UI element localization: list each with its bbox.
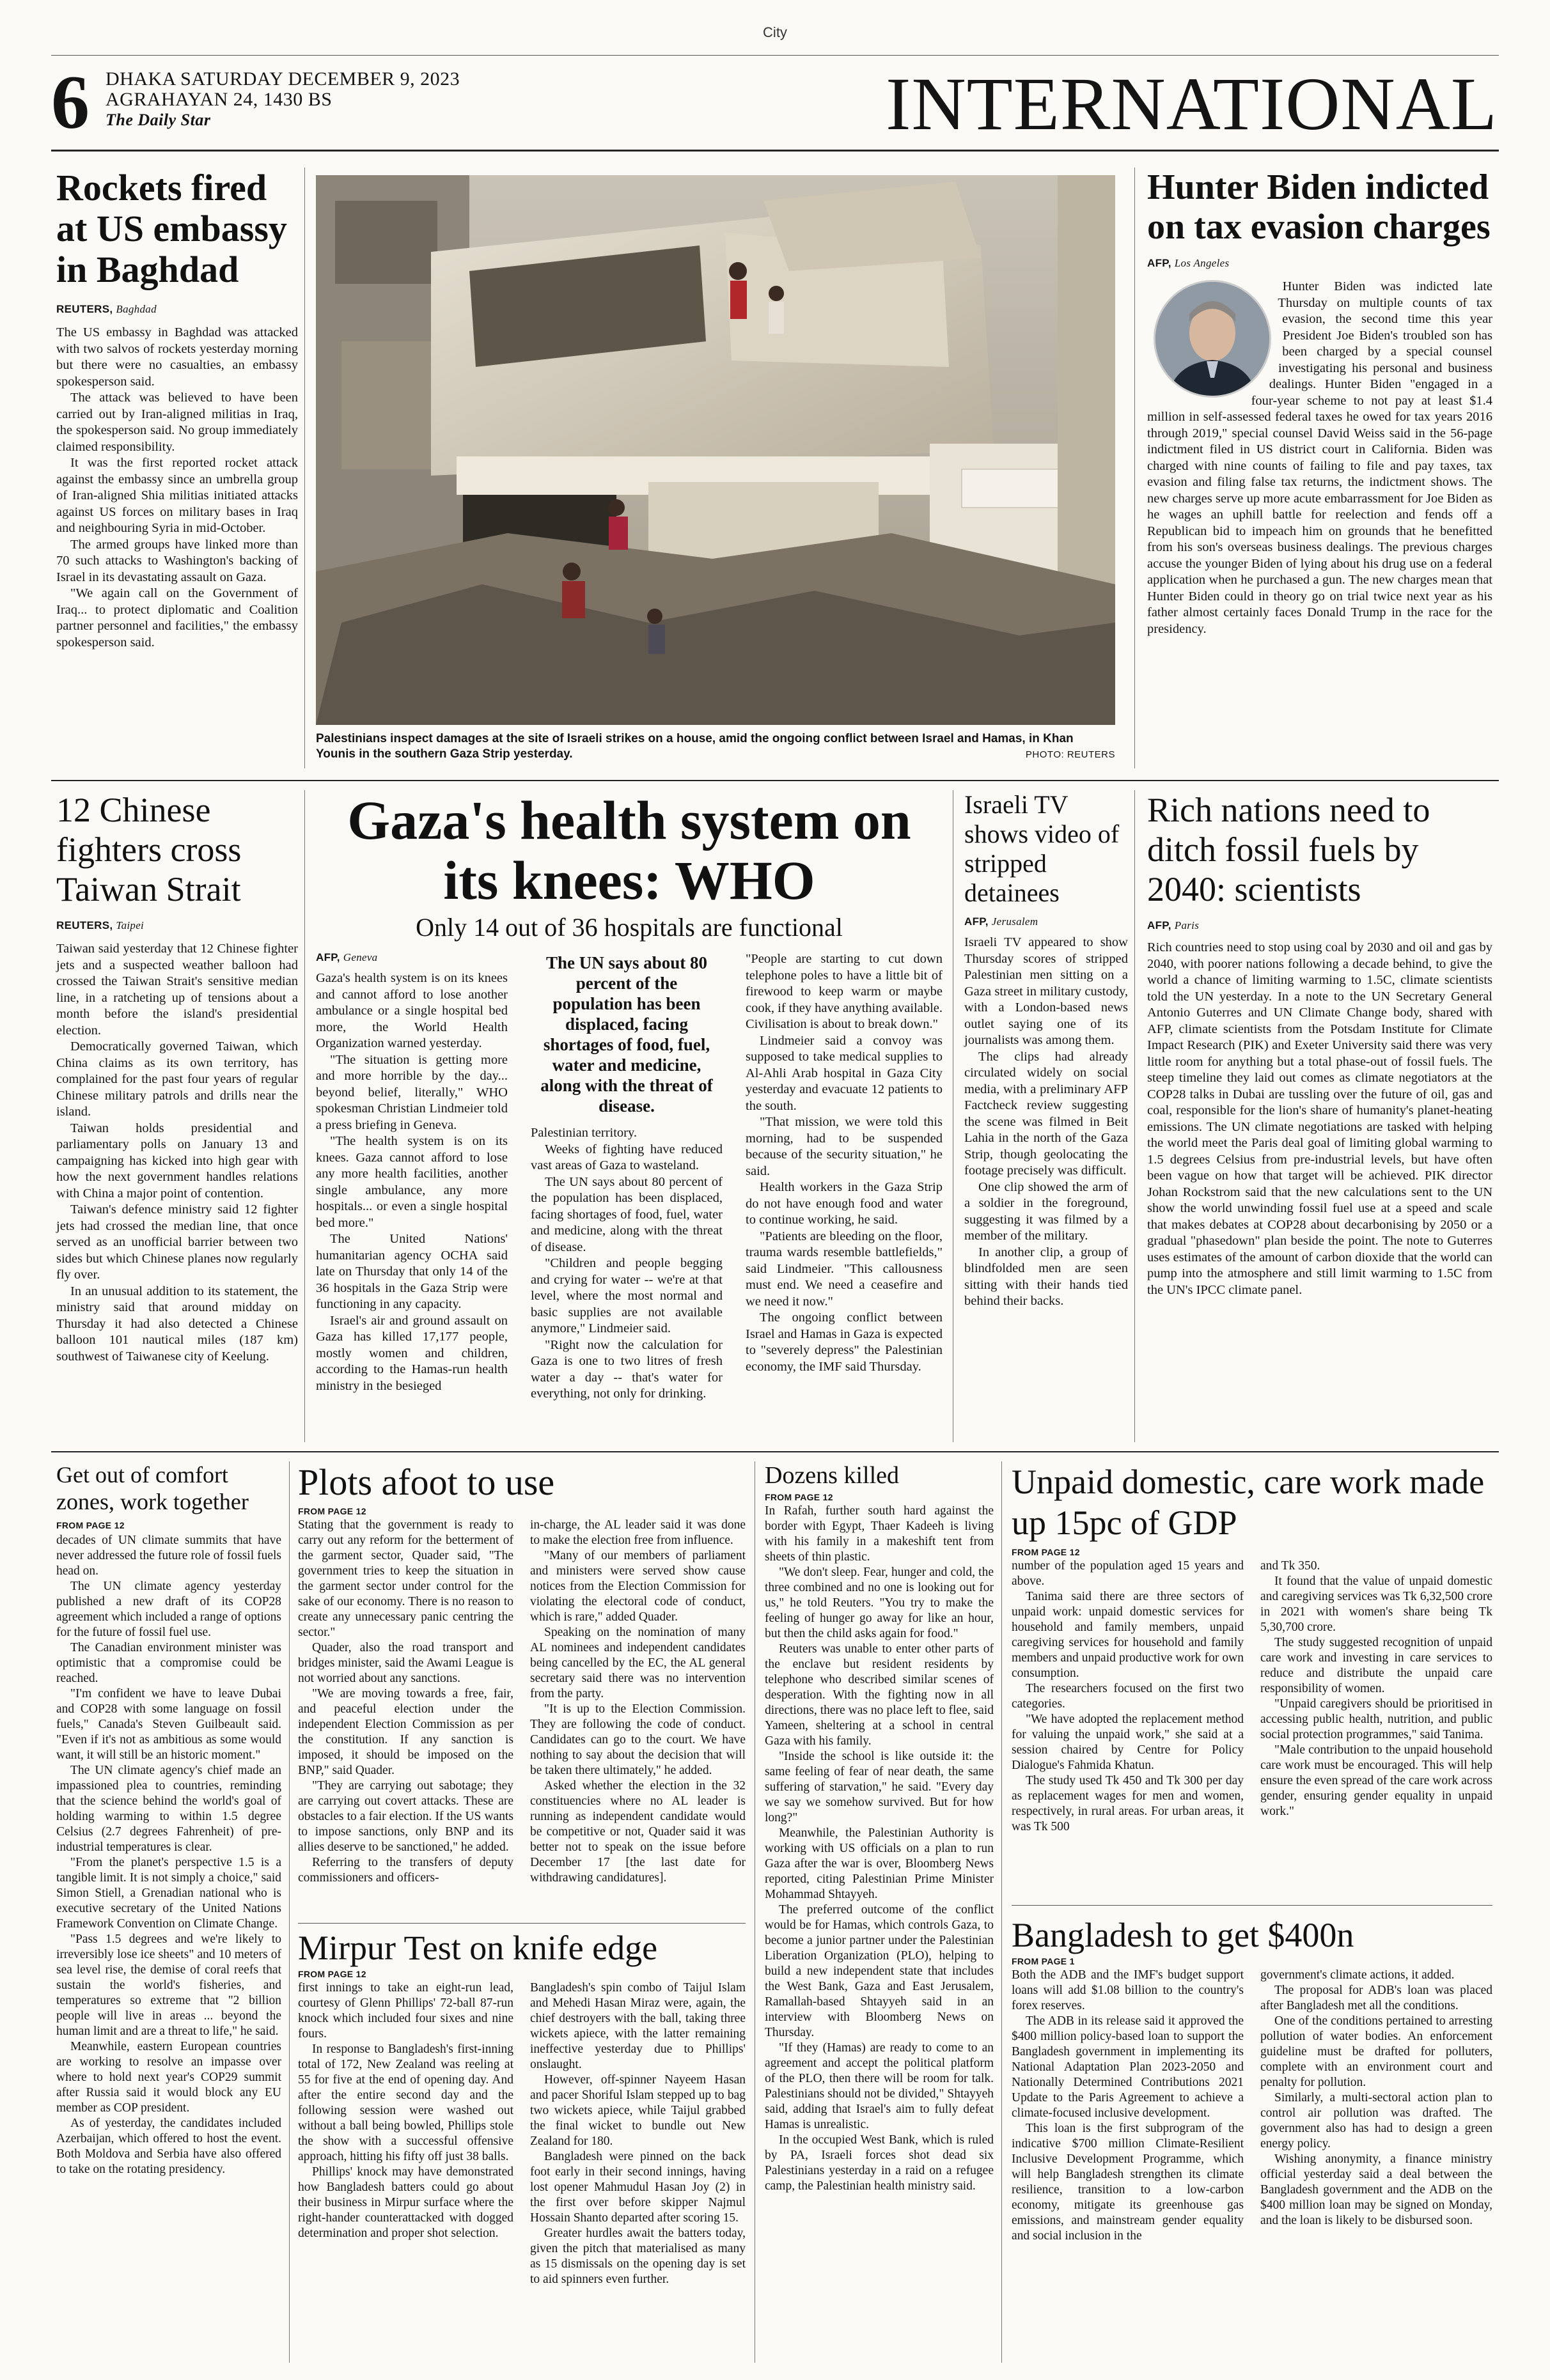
paragraph: Wishing anonymity, a finance ministry official yesterday said a deal between the Bangladesh government and the ADB on the $400 million loan may be signed on Monday, and the loan is likely to be disbursed soon. (1260, 2152, 1492, 2227)
masthead-logo: The Daily Star (106, 111, 211, 129)
story-body (765, 1504, 994, 2194)
story-gaza-health (316, 790, 943, 942)
headline: Israeli TV shows video of stripped detainees (964, 790, 1120, 907)
paragraph: government's climate actions, it added. (1260, 1968, 1455, 1982)
paragraph: "The situation is getting more and more horrible by the day... beyond belief, literally," WHO spokesman Christian Lindmeier told a press briefing in Geneva. (316, 1052, 508, 1132)
paragraph: The study used Tk 450 and Tk 300 per day as replacement wages for men and women, respectively, in rural areas. For urban areas, it was Tk 500 (1012, 1774, 1244, 1833)
jump-from: FROM PAGE 12 (56, 1520, 125, 1530)
headline: Plots afoot to use (298, 1461, 555, 1503)
paragraph: number of the population aged 15 years and above. (1012, 1559, 1244, 1588)
paragraph: Bangladesh were pinned on the back foot early in their second innings, having lost opener Mahmudul Hasan Joy (2) in the first over before skipper Najmul Hossain Shanto departed after scoring 15. (530, 2150, 746, 2225)
section-title: INTERNATIONAL (886, 62, 1498, 146)
byline: AFP, Jerusalem (964, 915, 1038, 928)
story-dozens-killed (765, 1461, 994, 2194)
headline: Mirpur Test on knife edge (298, 1929, 658, 1967)
byline: AFP, Los Angeles (1147, 257, 1230, 269)
paragraph: In the occupied West Bank, which is ruled by PA, Israeli forces shot dead six Palestinians yesterday in a raid on a refugee camp, the Palestinian health ministry said. (765, 2133, 994, 2193)
paragraph: Rich countries need to stop using coal by 2030 and oil and gas by 2040, with poorer nations following a decade behind, to give the world a chance of limiting warming to 1.5C, climate scientists told the UN yesterday. In a note to the UN Secretary General Antonio Guterres and UN Climate Change body, shared with AFP, climate scientists from the Potsdam Institute for Climate Impact Research (PIK) and Exeter University said there was very little room for anything but a total phase-out of fossil fuels. The steep timeline they laid out comes as climate negotiators at the COP28 talks in Dubai are tussling over the future of oil, gas and coal, responsible for the lion's share of humanity's planet-heating emissions. The UN climate negotiations are tasked with helping the world meet the Paris deal goal of limiting global warming to 1.5 degrees Celsius from pre-industrial levels, but have often been vague on how that target will be achieved. PIK director Johan Rockstrom said that the new calculations sent to the UN show the world unwinding fossil fuel use at a speed and scale that makes debates at COP28 about decarbonising by 2050 or a gradual "phasedown" plan beside the point. The note to Guterres uses estimates of the amount of carbon dioxide that the world can pump into the atmosphere and still limit warming to 1.5C from the UN's IPCC climate panel. (1147, 940, 1492, 1297)
date-line (106, 69, 460, 130)
paragraph: The attack was believed to have been carried out by Iran-aligned militias in Iraq, the spokesperson said. No group immediately claimed responsibility. (56, 391, 298, 454)
headline: Unpaid domestic, care work made up 15pc of GDP (1012, 1463, 1485, 1542)
story-body (56, 941, 298, 1365)
biden-portrait (1154, 280, 1271, 398)
jump-from: FROM PAGE 12 (298, 1969, 366, 1979)
paragraph: Taiwan holds presidential and parliamentary polls on January 13 and campaigning has kicked into high gear with how the next government handles relations with China a major point of contention. (56, 1121, 298, 1201)
date-gregorian: DHAKA SATURDAY DECEMBER 9, 2023 (106, 68, 460, 89)
story-divider (1012, 1905, 1492, 1906)
paragraph: Reuters was unable to enter other parts of the enclave but resident residents by telephone who described similar scenes of desperation. With the fighting now in all directions, there was no place left to flee, said Yameen, sheltering at a school in central Gaza with his family. (765, 1642, 994, 1748)
paragraph: "The health system is on its knees. Gaza cannot afford to lose any more health facilities, another single ambulance, any more hospitals... or even a single hospital bed more." (316, 1134, 508, 1230)
paragraph: "Inside the school is like outside it: the same feeling of fear of near death, the same suffering of starvation," he said. "Every day we say we somehow survived. But for how long?" (765, 1750, 994, 1824)
paragraph: In response to Bangladesh's first-inning total of 172, New Zealand was reeling at 55 for five at the end of opening day. And after the entire second day and the following session were washed out without a ball being bowled, Phillips stole the show with a successful offensive approach, hitting his fifty off just 38 balls. (298, 2042, 513, 2163)
paragraph: "Patients are bleeding on the floor, trauma wards resemble battlefields," said Lindmeier. "This callousness must end. We need a ceasefire and we need it now." (746, 1229, 943, 1309)
story-body (316, 970, 508, 1394)
story-israeli-tv (964, 790, 1128, 1310)
story-taiwan (56, 790, 298, 1365)
story-body (530, 1518, 746, 1886)
paragraph: The US embassy in Baghdad was attacked with two salvos of rockets yesterday morning but there were no casualties, an embassy spokesperson said. (56, 325, 298, 389)
paragraph: "We again call on the Government of Iraq... to protect diplomatic and Coalition partner personnel and facilities," the embassy spokesperson said. (56, 586, 298, 649)
date-bangla: AGRAHAYAN 24, 1430 BS (106, 89, 333, 110)
paragraph: "Children and people begging and crying for water -- we're at that level, where the most normal and basic supplies are not available anymore," Lindmeier said. (531, 1256, 723, 1335)
byline: AFP, Geneva (316, 951, 378, 963)
paragraph: "Male contribution to the unpaid household care work must be encouraged. This will help ensure the even spread of the care work across gender, ensuring gender equality in unpaid work." (1260, 1743, 1492, 1818)
gaza-col-2 (531, 951, 723, 1403)
paragraph: The UN climate agency yesterday published a new draft of its COP28 agreement which included a range of options for the future of fossil fuel use. (56, 1580, 281, 1639)
paragraph: Bangladesh's spin combo of Taijul Islam and Mehedi Hasan Miraz were, again, the chief destroyers with the ball, taking three wickets apiece, with the latter remaining ineffective yesterday due to Phillips' onslaught. (530, 1981, 746, 2071)
story-body (964, 935, 1128, 1310)
paragraph: In another clip, a group of blindfolded men are seen sitting with their hands tied behind their backs. (964, 1245, 1128, 1308)
paragraph: The clips had already circulated widely on social media, with a preliminary AFP Factcheck review suggesting the scene was filmed in Beit Lahia in the north of the Gaza Strip, though geolocating the footage precisely was difficult. (964, 1049, 1128, 1178)
paragraph: The UN climate agency's chief made an impassioned plea to countries, reminding that the science behind the world's goal of holding warming to within 1.5 degree Celsius (2.7 degrees Fahrenheit) of pre-industrial temperatures is clear. (56, 1764, 281, 1854)
paragraph: Taiwan's defence ministry said 12 fighter jets had crossed the median line, that once served as an unofficial barrier between two sides but which Chinese planes now regularly fly over. (56, 1202, 298, 1282)
story-body (530, 1980, 746, 2287)
paragraph: The United Nations' humanitarian agency OCHA said late on Thursday that only 14 of the 36 hospitals in the Gaza Strip were functioning in any capacity. (316, 1232, 508, 1311)
story-comfort-zones (56, 1461, 281, 2177)
paragraph: Phillips' knock may have demonstrated how Bangladesh batters could go about their business in Mirpur surface where the right-hander counterattacked with dogged determination and proper shot selection. (298, 2165, 513, 2240)
paragraph: Asked whether the election in the 32 constituencies where no AL leader is running as independent candidate would be competitive or not, Quader said it was better not to speak on the issue before December 17 [the last date for withdrawing candidatures]. (530, 1779, 746, 1885)
paragraph: Stating that the government is ready to carry out any reform for the betterment of the garment sector, Quader said, "The government tries to keep the situation in the garment sector under control for the sake of our economy. There is no reason to create any unnecessary panic centring the sector." (298, 1518, 513, 1639)
paragraph: The researchers focused on the first two categories. (1012, 1682, 1244, 1711)
portrait-photo (1155, 282, 1269, 396)
paragraph: Gaza's health system is on its knees and cannot afford to lose another ambulance or a single hospital bed more, the World Health Organization warned yesterday. (316, 971, 508, 1050)
column-divider (304, 790, 305, 1442)
paragraph: The ongoing conflict between Israel and Hamas in Gaza is expected to "severely depress" the Palestinian economy, the IMF said Thursday. (746, 1311, 943, 1374)
story-columns (1012, 1968, 1492, 2244)
news-photo (316, 175, 1115, 725)
paragraph: The ADB in its release said it approved the $400 million policy-based loan to support the Bangladesh government in implementing its National Adaptation Plan 2023-2050 and Nationally Determined Contributions 2021 Update to the Paris Agreement to achieve a climate-focused inclusive development. (1012, 2014, 1244, 2120)
section-rule (51, 1451, 1499, 1452)
byline: REUTERS, Baghdad (56, 303, 157, 315)
page-number: 6 (51, 59, 90, 144)
paragraph: "Pass 1.5 degrees and we're likely to irreversibly lose ice sheets" and 10 meters of sea level rise, the demise of coral reefs that sustain the world's fisheries, and temperatures so extreme that "2 billion people will live in areas ... beyond the human limit and are a threat to life," he said. (56, 1933, 281, 2038)
paragraph: "Unpaid caregivers should be prioritised in accessing public health, nutrition, and public social protection programmes," said Tanima. (1260, 1697, 1492, 1741)
column-divider (289, 1461, 290, 2363)
pull-quote: The UN says about 80 percent of the population has been displaced, facing shortages of food, fuel, water and medicine, along with the threat of disease. (540, 953, 713, 1116)
paragraph: The proposal for ADB's loan was placed after Bangladesh met all the conditions. (1260, 1984, 1492, 2012)
paragraph: Meanwhile, eastern European countries are working to resolve an impasse over where to hold next year's COP29 summit after Russia said it would block any EU member as COP president. (56, 2040, 281, 2115)
paragraph: Democratically governed Taiwan, which China claims as its own territory, has complained for the past four years of regular Chinese military patrols and drills near the island. (56, 1039, 298, 1119)
paragraph: decades of UN climate summits that have never addressed the future role of fossil fuels head on. (56, 1534, 281, 1578)
story-body (1012, 1968, 1244, 2244)
column-divider (304, 167, 305, 768)
paragraph: Similarly, a multi-sectoral action plan to control air pollution was drafted. The government also has had to design a green energy policy. (1260, 2091, 1492, 2151)
paragraph: "I'm confident we have to leave Dubai and COP28 with some language on fossil fuels," Canada's Steven Guilbeault said. "Even if it's not as ambitious as some would want, it will still be an historic moment." (56, 1687, 281, 1762)
paragraph: "That mission, we were told this morning, had to be suspended because of the security situation," he said. (746, 1115, 943, 1178)
story-body (56, 1533, 281, 2177)
paragraph: "If they (Hamas) are ready to come to an agreement and accept the political platform of the PLO, then there will be room for talk. Palestinians should not be divided," Shtayyeh said, adding that Israel's aim to fully defeat Hamas is unrealistic. (765, 2041, 994, 2131)
headline: Dozens killed (765, 1462, 900, 1489)
headline: Rockets fired at US embassy in Baghdad (56, 167, 287, 290)
paragraph: The study suggested recognition of unpaid care work and investing in care services to reduce and distribute the unpaid care responsibility of women. (1260, 1636, 1492, 1695)
story-baghdad (56, 167, 298, 651)
gaza-col-3 (746, 951, 943, 1375)
paragraph: One clip showed the arm of a soldier in the foreground, suggesting it was filmed by a member of the military. (964, 1179, 1128, 1243)
story-body (298, 1518, 513, 1886)
paragraph: "Many of our members of parliament and ministers were served show cause notices from the Election Commission for violating the electoral code of conduct, which is rare," added Quader. (530, 1549, 746, 1624)
paragraph: Both the ADB and the IMF's budget support loans will add $1.08 billion to the country's forex reserves. (1012, 1968, 1244, 2012)
jump-from: FROM PAGE 1 (1012, 1956, 1075, 1966)
headline: Bangladesh to get $400n (1012, 1916, 1354, 1954)
story-body (1260, 1968, 1492, 2244)
paragraph: It was the first reported rocket attack against the embassy since an umbrella group of Iran-aligned Shia militias initiated attacks against US forces on military bases in Iraq and neighbouring Syria in mid-October. (56, 456, 298, 535)
paragraph: However, off-spinner Nayeem Hasan and pacer Shoriful Islam stepped up to bag two wickets apiece, while Taijul grabbed the final wicket to bundle out New Zealand for 180. (530, 2073, 746, 2148)
paragraph: in-charge, the AL leader said it was done to make the election free from influence. (530, 1518, 746, 1547)
column-divider (1001, 1461, 1002, 2363)
paragraph: first innings to take an eight-run lead, courtesy of Glenn Phillips' 72-ball 87-run knock which included four sixes and nine fours. (298, 1981, 513, 2041)
paragraph: Referring to the transfers of deputy commissioners and officers- (298, 1856, 513, 1885)
column-divider (1134, 167, 1135, 768)
jump-from: FROM PAGE 12 (1012, 1547, 1080, 1557)
gaza-col-1 (316, 951, 508, 1394)
story-body (1260, 1559, 1492, 1835)
story-mirpur-test (298, 1928, 746, 2287)
story-body (531, 1125, 723, 1403)
header-rule (51, 150, 1499, 152)
column-divider (1134, 790, 1135, 1442)
byline: REUTERS, Taipei (56, 919, 145, 931)
story-plots-afoot (298, 1461, 746, 1886)
story-columns (298, 1518, 746, 1886)
paragraph: "Right now the calculation for Gaza is one to two litres of fresh water a day -- that's water for everything, not only for drinking. (531, 1337, 723, 1401)
paragraph: The UN says about 80 percent of the population has been displaced, facing shortages of food, fuel, water and medicine, along with the threat of disease. (531, 1174, 723, 1254)
story-body (1012, 1559, 1244, 1835)
paragraph: As of yesterday, the candidates included Azerbaijan, which offered to host the event. Both Moldova and Serbia have also offered to take on the rotating presidency. (56, 2117, 281, 2176)
jump-from: FROM PAGE 12 (765, 1492, 833, 1502)
byline: AFP, Paris (1147, 919, 1200, 931)
paragraph: Weeks of fighting have reduced vast areas of Gaza to wasteland. (531, 1142, 723, 1172)
headline: Hunter Biden indicted on tax evasion charges (1147, 167, 1491, 247)
paragraph: "We have adopted the replacement method for valuing the unpaid work," she said at a session chaired by Centre for Policy Dialogue's Fahmida Khatun. (1012, 1713, 1244, 1772)
story-unpaid-care-work (1012, 1461, 1492, 1835)
story-divider (298, 1923, 746, 1924)
section-tag: City (763, 24, 787, 40)
paragraph: Quader, also the road transport and bridges minister, said the Awami League is not worried about any sanctions. (298, 1641, 513, 1685)
photo-credit: PHOTO: REUTERS (1025, 749, 1115, 760)
paragraph: The preferred outcome of the conflict would be for Hamas, which controls Gaza, to become a junior partner under the Palestinian Liberation Organization (PLO), helping to build a new independent state that includes the West Bank, Gaza and East Jerusalem, Ramallah-based Shtayyeh said in an interview with Bloomberg News on Thursday. (765, 1903, 994, 2039)
paragraph: One of the conditions pertained to arresting pollution of water bodies. An enforcement guideline must be drafted for polluters, complete with an environment court and penalty for pollution. (1260, 2014, 1492, 2089)
paragraph: It found that the value of unpaid domestic and caregiving services was Tk 6,32,500 crore in 2021 with women's share being Tk 5,30,700 crore. (1260, 1575, 1492, 1634)
paragraph: The armed groups have linked more than 70 such attacks to Washington's backing of Israel in its devastating assault on Gaza. (56, 537, 298, 584)
paragraph: Taiwan said yesterday that 12 Chinese fighter jets and a suspected weather balloon had crossed the Taiwan Strait's sensitive median line, in a ratcheting up of tensions about a month before the island's presidential election. (56, 942, 298, 1038)
paragraph: Health workers in the Gaza Strip do not have enough food and water to continue working, he said. (746, 1180, 943, 1227)
story-body (746, 951, 943, 1375)
paragraph: and Tk 350. (1260, 1559, 1320, 1573)
paragraph: The Canadian environment minister was optimistic that a compromise could be reached. (56, 1641, 281, 1685)
rubble-photo-illustration (316, 175, 1115, 725)
story-columns (298, 1980, 746, 2287)
story-hunter-biden (1147, 167, 1492, 637)
paragraph: This loan is the first subprogram of the indicative $700 million Climate-Resilient Inclusive Development Programme, which will help Bangladesh strengthen its climate resilience, transition to a low-carbon economy, mitigate its greenhouse gas emissions, and mainstream gender equality and social inclusion in the (1012, 2122, 1244, 2243)
paragraph: In an unusual addition to its statement, the ministry said that around midday on Thursday it had also detected a Chinese balloon 101 nautical miles (187 km) southwest of Taiwanese city of Keelung. (56, 1284, 298, 1364)
paragraph: "We are moving towards a free, fair, and peaceful election under the independent Election Commission as per the constitution. If any sanction is imposed, it should be imposed on the BNP," said Quader. (298, 1687, 513, 1777)
jump-from: FROM PAGE 12 (298, 1506, 366, 1516)
headline: Rich nations need to ditch fossil fuels by 2040: scientists (1147, 791, 1430, 908)
story-columns (1012, 1559, 1492, 1835)
paragraph: "From the planet's perspective 1.5 is a tangible limit. It is not simply a choice," said Simon Stiell, a Grenadian national who is executive secretary of the United Nations Framework Convention on Climate Change. (56, 1856, 281, 1931)
story-body (56, 325, 298, 651)
paragraph: Tanima said there are three sectors of unpaid work: unpaid domestic services for household and family members, unpaid caregiving services for household and family members and unpaid productive work for own consumption. (1012, 1590, 1244, 1680)
story-body (1147, 940, 1492, 1298)
paragraph: "We don't sleep. Fear, hunger and cold, the three combined and no one is looking out for us," he told Reuters. "You try to make the feeling of hunger go away for like an hour, but then the child asks again for food." (765, 1566, 994, 1640)
paragraph: Meanwhile, the Palestinian Authority is working with US officials on a plan to run Gaza after the war is over, Bloomberg News reported, citing Palestinian Prime Minister Mohammad Shtayyeh. (765, 1826, 994, 1901)
paragraph: "It is up to the Election Commission. They are following the code of conduct. Candidates can go to the court. We have nothing to say about the decision that will be taken there ultimately," he added. (530, 1702, 746, 1777)
headline: 12 Chinese fighters cross Taiwan Strait (56, 791, 242, 908)
story-body (298, 1980, 513, 2287)
story-bangladesh-loan (1012, 1915, 1492, 2244)
paragraph: Greater hurdles await the batters today, given the pitch that materialised as many as 15 dismissals on the opening day is set to aid spinners even further. (530, 2227, 746, 2286)
photo-caption: Palestinians inspect damages at the site of Israeli strikes on a house, amid the ongoing conflict between Israel and Hamas, in Khan Younis in the southern Gaza Strip yesterday. (316, 732, 1074, 761)
paragraph: "People are starting to cut down telephone poles to have a little bit of firewood to keep warm or maybe cook, if they have anything available. Civilisation is about to break down." (746, 952, 943, 1031)
headline: Gaza's health system on its knees: WHO (347, 789, 911, 911)
paragraph: Hunter Biden was indicted late Thursday on multiple counts of tax evasion, the second time this year President Joe Biden's troubled son has been charged by a special counsel investigating his personal and business dealings. Hunter Biden "engaged in a four-year scheme to not pay at least $1.4 million in self-assessed federal taxes he owed for tax years 2016 through 2019," special counsel David Weiss said in the 56-page indictment filed in US district court in California. Biden was charged with nine counts of failing to file and pay taxes, tax evasion and filing false tax returns, the indictment shows. The new charges serve up more acute embarrassment for Joe Biden as he wages an uphill battle for reelection and fends off a Republican bid to impeach him on grounds that he benefitted from his son's overseas business dealings. The previous charges accuse the younger Biden of lying about his drug use on a federal application when he purchased a gun. The new charges mean that Hunter Biden could in theory go on trial twice next year as his father almost certainly faces Donald Trump in the race for the presidency. (1147, 279, 1492, 636)
paragraph: Speaking on the nomination of many AL nominees and independent candidates being cancelled by the EC, the AL general secretary said there was no intervention from the party. (530, 1626, 746, 1700)
headline: Get out of comfort zones, work together (56, 1462, 249, 1514)
section-rule (51, 780, 1499, 781)
paragraph: Israeli TV appeared to show Thursday scores of stripped Palestinian men sitting on a Gaza street in military custody, with a London-based news outlet saying one of its journalists was among them. (964, 935, 1128, 1047)
paragraph: Israel's air and ground assault on Gaza has killed 17,177 people, mostly women and children, according to the Hamas-run health ministry in the besieged (316, 1313, 508, 1393)
subheadline: Only 14 out of 36 hospitals are functional (416, 913, 843, 942)
story-fossil-fuels (1147, 790, 1492, 1298)
paragraph: Lindmeier said a convoy was supposed to take medical supplies to Al-Ahli Arab hospital in Gaza City yesterday and evacuate 12 patients to the south. (746, 1033, 943, 1113)
paragraph: In Rafah, further south hard against the border with Egypt, Thaer Kadeeh is living with his family in a makeshift tent from sheets of thin plastic. (765, 1504, 994, 1564)
top-rule (51, 55, 1499, 56)
paragraph: Palestinian territory. (531, 1126, 638, 1140)
paragraph: "They are carrying out sabotage; they are carrying out covert attacks. These are obstacles to a fair election. If the US wants to impose sanctions, only BNP and its allies deserve to be sanctioned," he added. (298, 1779, 513, 1854)
